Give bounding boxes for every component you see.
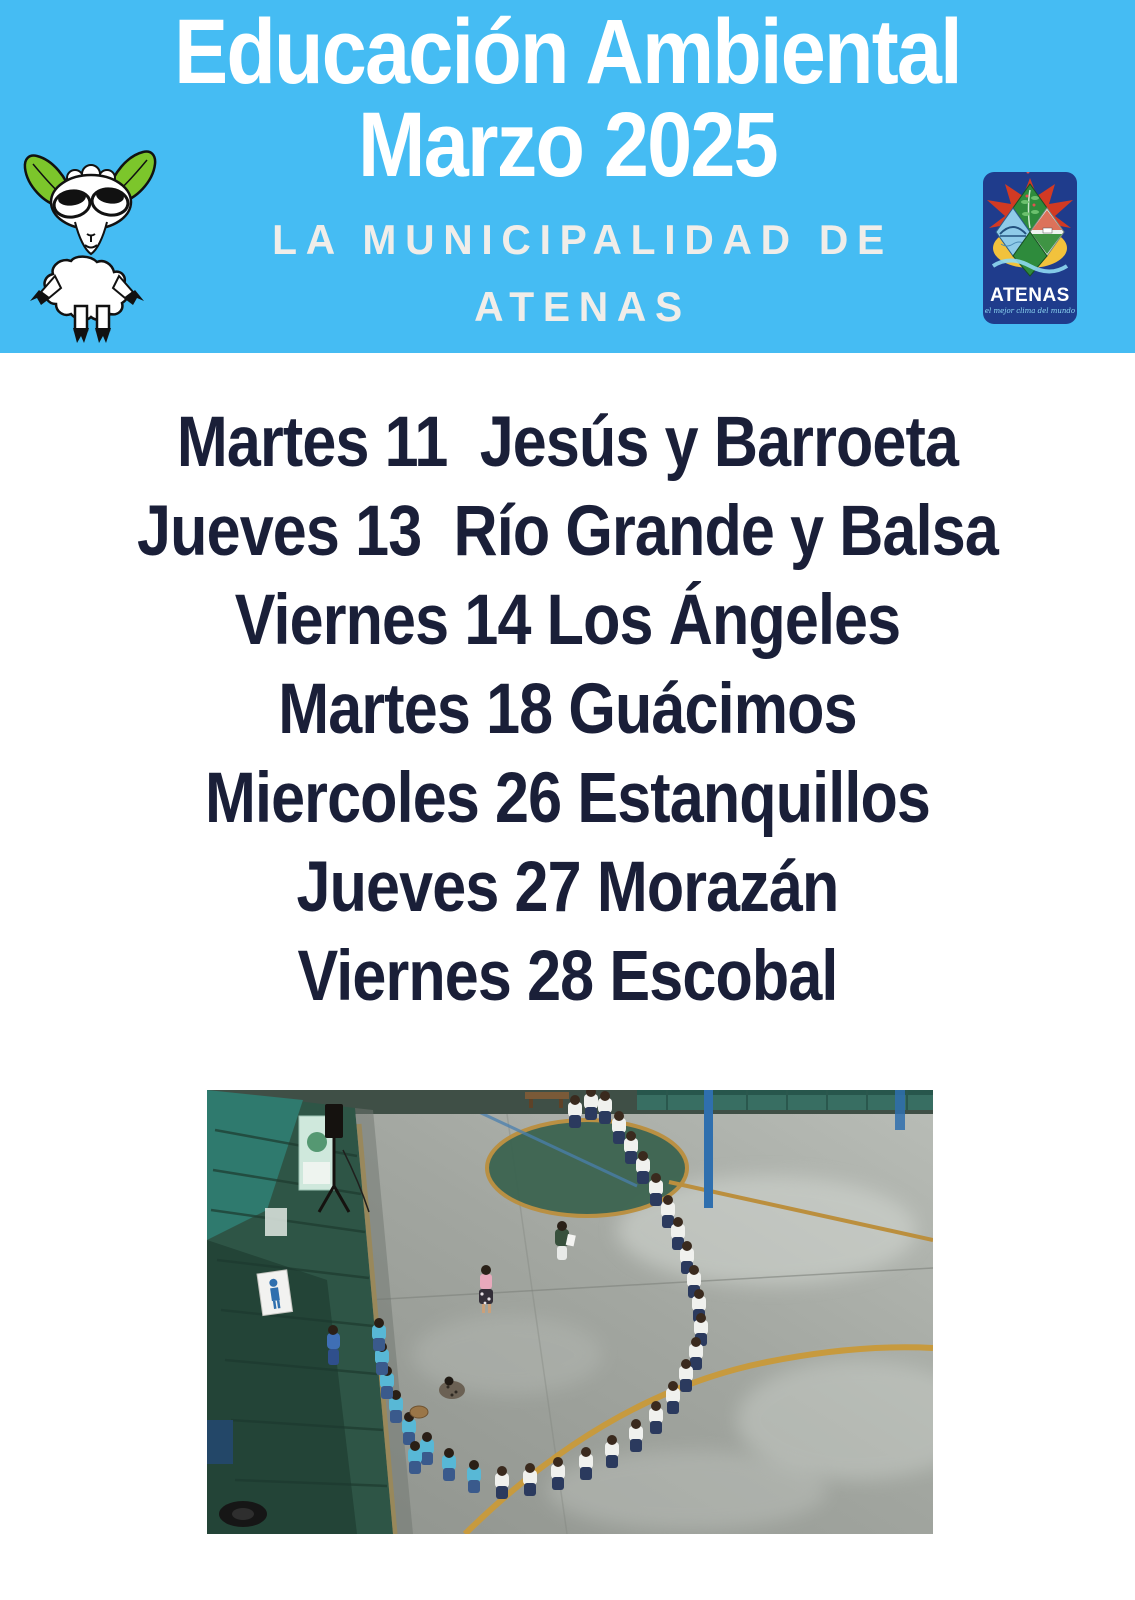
goat-mascot-icon [14,142,166,347]
schedule-line: Martes 18 Guácimos [278,670,857,749]
logo-tagline: el mejor clima del mundo [984,307,1076,315]
restroom-sign [257,1270,293,1316]
schedule-line: Viernes 14 Los Ángeles [234,581,901,660]
atenas-logo [983,172,1077,324]
poster-subtitle [47,206,1119,340]
event-photo-illustration [207,1090,933,1534]
schedule-line: Jueves 27 Morazán [296,848,839,927]
header-band [0,0,1135,353]
title-line-1: Educación Ambiental [174,1,961,103]
poster-title [68,1,1067,196]
schedule-list [0,398,1135,1021]
logo-wordmark: ATENAS [990,285,1070,306]
basket [410,1406,428,1418]
subtitle-line-2: ATENAS [474,283,691,330]
schedule-line: Viernes 28 Escobal [297,937,838,1016]
title-line-2: Marzo 2025 [358,94,777,196]
schedule-line: Jueves 13 Río Grande y Balsa [137,492,998,571]
schedule-line: Martes 11 Jesús y Barroeta [176,403,959,482]
event-photo [207,1090,933,1534]
schedule-line: Miercoles 26 Estanquillos [204,759,931,838]
subtitle-line-1: LA MUNICIPALIDAD DE [272,216,893,263]
